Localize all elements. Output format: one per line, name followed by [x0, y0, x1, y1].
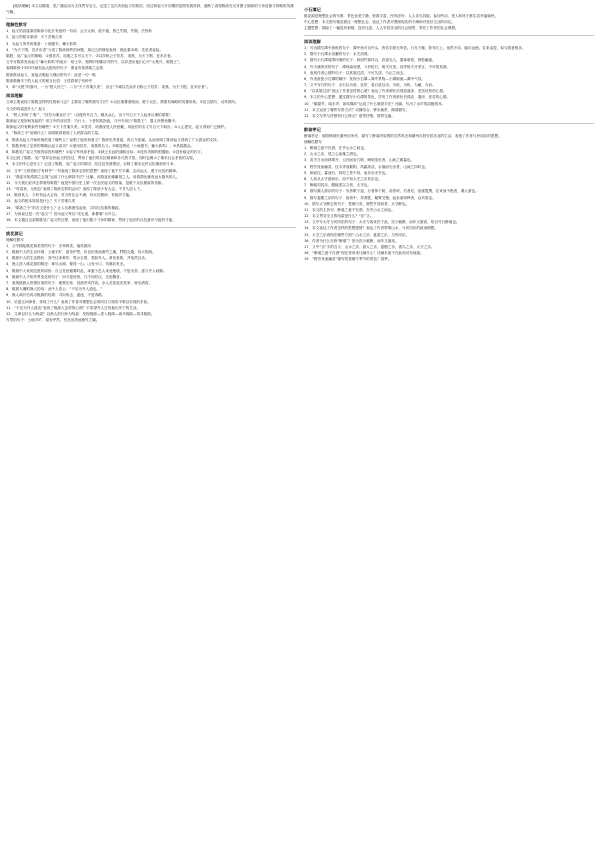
- list-item: 理解性默写: [6, 237, 24, 242]
- section-heading: 小石潭记: [304, 7, 321, 12]
- list-item: 文章主要表现了陈胜怎样的性格和斗志？主要用了哪些描写方法？①反抗秦暴虐统治，敢于反抗，勇敢有谋略的英雄形象。②语言描写、动作描写。: [6, 100, 239, 105]
- list-item: 写景的句子：土地平旷，屋舍俨然，有良田美池桑竹之属。: [6, 318, 100, 323]
- list-item: 8．“以其境过清”表达了作者怎样的心境？表达了作者被贬后孤寂凄凉、悲苦忧伤的心情。: [304, 89, 447, 94]
- list-item: 3．为起义所作的准备：卜鱼腹书、篝火狐鸣: [6, 41, 77, 46]
- list-item: 5．表现作者心情的句子：以其境过清，不可久居，乃记之而去。: [304, 70, 407, 75]
- list-item: 陈涉鼓动起义，直接点明起义理由的句子：此是一句一纵: [6, 72, 96, 77]
- list-item: 17．为何说这是一次“起义”？因为起义军以“伐无道，诛暴秦”为号召。: [6, 211, 119, 216]
- list-item: 14．本文表达了作者怎样的思想感情？表达了作者寄情山水，与民同乐的政治理想。: [304, 226, 438, 231]
- list-item: 7．陈胜采取了怎样的策略让起义成功？①借用扶苏、项燕的名义；②制造舆论（卜鱼腹书、篝火狐鸣）；③杀尉激众。: [6, 143, 195, 148]
- divider: [6, 18, 296, 19]
- list-item: 陈涉鼓舞手下的人起义的豪言壮语：王侯将相宁有种乎: [6, 78, 93, 83]
- list-item: 3．描写小石潭周围环境的句子：四面竹树环合，寂寥无人，凄神寒骨，悄怆幽邃。: [304, 58, 436, 63]
- section-heading: 阅读理解: [6, 93, 23, 99]
- section-small-stone-pond: [304, 7, 594, 32]
- list-item: 12．文章以什么为线索？以渔人的行踪为线索：发现桃源—进入桃源—离开桃源—再寻桃源。: [6, 311, 155, 316]
- list-item: 陈胜、吴广起义的策略：①借扶苏、项燕之名号召天下；②以诈称公子扶苏、项燕，为天下唱，宜多应者。: [6, 53, 175, 58]
- list-item: 18．本文通过记叙陈胜吴广起义的过程，表现了他们敢于斗争的精神，赞扬了他们的反抗意识与组织才能。: [6, 218, 176, 223]
- list-item: 1．起义的直接原因陈涉与伍长有意的一句话：会天大雨，道不通，度已失期，失期，法皆斩: [6, 29, 153, 34]
- divider: [6, 227, 296, 228]
- list-item: 15．起义的根本原因是什么？天下苦秦久矣: [6, 199, 76, 204]
- list-item: 8．描写滁人游乐的句子：负者歌于途，行者休于树，前者呼，后者应，伛偻提携，往来而不绝者，滁人游也。: [304, 189, 479, 194]
- list-item: 9．本文的中心思想：通过描写小石潭的景色，抒发了作者被贬后孤寂、凄凉、悲苦的心情。: [304, 95, 451, 100]
- list-item: 6．作者游览小石潭的顺序：发现小石潭—潭中景物—小潭源流—潭中气氛。: [304, 76, 425, 81]
- list-item: 醉翁亭记：欧阳修被贬滁州后所作，描写了醉翁亭周围的自然风光和滁州百姓安居乐业的生活，表现了作者与民同乐的思想。: [304, 133, 502, 138]
- list-item: 4．渔人进入桃花源的路径：林尽水源，便得一山，山有小口，仿佛若有光。: [6, 262, 127, 267]
- section-heading: 醉翁亭记: [304, 126, 321, 132]
- list-item: 本文记叙了陈胜、吴广领导农民起义的经过，赞扬了他们的反抗精神和非凡的才智，同时也揭示了秦末社会矛盾的尖锐。: [6, 156, 197, 161]
- list-item: 5．“陈涉之令”说明什么？说明陈涉看到了人民群众的力量。: [6, 131, 102, 136]
- list-item: 16．“陈涉之令”的含义是什么？让人们都团结起来，共同反抗秦的暴政。: [6, 205, 123, 210]
- list-item: 12．今天我们应该怎样看待陈胜？他是中国历史上第一次农民起义的领袖，是敢于反抗暴政的英雄。: [6, 180, 166, 185]
- section-heading: 理解性默写: [6, 22, 27, 28]
- list-item: 中心思想：本文借写桃花源这一理想社会，表达了作者对黑暗现实的不满和对美好生活的向往。: [304, 20, 455, 25]
- list-item: 11．“不足为外人道也”表现了桃源人怎样的心理？不希望外人打扰他们安宁的生活。: [6, 305, 141, 310]
- list-item: 4．写小溪形状的句子：潭西南而望，斗折蛇行，明灭可见。其岸势犬牙差互，不可知其源。: [304, 64, 451, 69]
- list-item: 5．举“大楚”的旗号，一为“楚人怜之”；二为“天下苦秦久矣”，宣言“今诚以吾众诈自称公子扶苏、项燕，为天下倡，宜多应者”。: [6, 84, 211, 89]
- list-item: 1．醉翁之意不在酒，在乎山水之间也。: [304, 146, 368, 150]
- list-item: 15．太守之乐表现在哪些方面？山水之乐、宴游之乐、与民同乐。: [304, 232, 410, 237]
- list-item: 6．陈涉从起义开始时就依靠了哪些人？说明了他有何意义？陈涉先杀将尉，再召令徒属。从而说明了陈涉起义得到了广大群众的支持。: [6, 137, 221, 142]
- section-heading: 桃花源记: [6, 230, 23, 236]
- list-item: 10．文中“王侯将相宁有种乎”一句表现了陈涉怎样的思想？表现了他不甘平庸、志向远大、敢于反抗的精神。: [6, 168, 180, 173]
- list-item: 3．若夫日出而林霏开，云归而岩穴暝，晦明变化者，山间之朝暮也。: [304, 158, 415, 163]
- list-item: 7．文中写石的句子：全石以为底，近岸，卷石底以出，为坻，为屿，为嵁，为岩。: [304, 83, 436, 88]
- list-item: 8．桃源人嘱咐渔人的话：此中人语云：“不足为外人道也。”: [6, 287, 102, 292]
- list-item: 14．陈涉其人：少时有远大志向，对当时社会不满，有反抗精神，有组织才能。: [6, 193, 133, 198]
- list-item: 表明陈涉少年时代就有远大抱负的句子：燕雀安知鸿鹄之志哉: [6, 66, 104, 71]
- list-item: 16．作者为什么自称“醉翁”？因为饮少辄醉，而年又最高。: [304, 238, 399, 243]
- list-item: 3．“楚人多阿‘亡秦’”，“扶苏为秦皇长子”（以便有号召力，顺从众心，出于号召天下人起来反秦的需要）: [6, 112, 173, 117]
- list-item: 主题思想：描绘了一幅没有剥削、没有压迫、人人安居乐业的社会图景，寄托了作者的社会理想。: [304, 26, 459, 31]
- list-item: 4．“为天下唱，宜多应者”与成了陈涉那些的问题，周边乏的理论表现：借此秦本称，先说者雀起。: [6, 47, 163, 52]
- list-item: 2．山水之乐，得之心而寓之酒也。: [304, 152, 361, 157]
- left-column: [6, 4, 296, 846]
- section-heading: 阅读理解: [304, 38, 321, 44]
- list-item: 5．朝而往，暮而归，四时之景不同，而乐亦无穷也。: [304, 170, 389, 175]
- list-item: 5．桃源中人来到这里的原因：自云先世避秦时乱，率妻子邑人来此绝境，不复出焉，遂与外人间隔。: [6, 268, 167, 273]
- list-item: 8．陈胜吴广起义失败的原因有哪些？①起义军内部矛盾；②缺乏长远的战略目标；③没有巩固的根据地；④没有稳定的后方。: [6, 149, 205, 154]
- divider: [304, 35, 594, 36]
- list-item: 9．本文的中心是什么？记述了陈胜、吴广起义的原因、经过及发展情况，反映了秦末农民反抗暴政的斗争。: [6, 162, 178, 167]
- list-item: 13．文中写太守与民同乐的句子：太守与客来饮于此，饮少辄醉，而年又最高，故自号曰醉翁也。: [304, 220, 460, 225]
- list-item: 4．野芳发而幽香，佳木秀而繁阴，风霜高洁，水落而石出者，山间之四时也。: [304, 164, 429, 169]
- list-item: 陈涉起义的有利条件有哪些？①天下苦秦久矣；②扶苏、项燕深受人民爱戴，用他们的名义号召天下响应；③人心思变，起义得到广泛拥护。: [6, 125, 228, 130]
- intro-paragraph: [阅读理解] 本文以随笔、见广播活动为主线贯穿全文，记述了这次庆祝起义的原因、经过和起义开初期的范围发展所辞，道断了表现陈涉在反对暴王朝前的斗争及雄才伟略的英雄气概。: [6, 4, 294, 14]
- list-item: 2．起义的根本原因：天下苦秦久矣: [6, 35, 63, 40]
- list-item: 7．表现桃源人热情好客的句子：便要还家，设酒杀鸡作食。余人各复延至其家，皆出酒食。: [6, 280, 153, 285]
- list-item: 3．桃源中人的生活情状：其中往来种作，男女衣着，悉如外人。黄发垂髫，并怡然自乐。: [6, 256, 149, 261]
- list-item: 陈涉起义是如何发起的？用文中的话回答：乃行卜，卜者知其指意，乃丹书帛曰“陈胜王”，置人所罾鱼腹中。: [6, 119, 179, 124]
- section-reading-right: [304, 39, 594, 120]
- list-item: 17．文中“乐”字的含义：山水之乐、游人之乐、宴酣之乐、禽鸟之乐、太守之乐。: [304, 245, 435, 249]
- list-item: 9．描写宴酣之乐的句子：射者中，弈者胜，觥筹交错，起坐而喧哗者，众宾欢也。: [304, 195, 436, 200]
- list-item: 桃花源是理想社会的写照：景色优美宁静，资源丰富，民风淳朴，人人各尽其能，参加劳动，老人和孩子都生活幸福愉快。: [304, 14, 499, 18]
- list-item: 6．人知从太守游而乐，而不知太守之乐其乐也。: [304, 176, 382, 181]
- list-item: 7．醉能同其乐，醒能述以文者，太守也。: [304, 183, 371, 188]
- list-item: 11．“燕雀安知鸿鹄之志哉”运用了什么修辞手法？比喻。用燕雀比喻庸俗之人，用鸿鹄比喻有远大抱负的人。: [6, 174, 180, 179]
- section-chen-she: [6, 22, 296, 90]
- list-item: 11．本文运用了哪些写景方法？动静结合、移步换景、侧面描写。: [304, 107, 410, 112]
- list-item: 文中写陈涉发动起义“篝火狐鸣”的诡计：给士卒、指挥时刻都应对的令，以诈进出他们心中“大楚兴，陈胜王”。: [6, 60, 183, 65]
- list-item: 2．桃源中人的生活环境：土地平旷，屋舍俨然，有良田美池桑竹之属，阡陌交通，鸡犬相闻。: [6, 250, 156, 254]
- section-reading: [6, 93, 296, 223]
- list-item: 19．“野芳发而幽香”描写的是哪个季节的景色？春季。: [304, 257, 392, 262]
- right-column: [304, 4, 594, 846]
- list-item: 18．“醉翁之意不在酒”现在常用来比喻什么？比喻本意不在此而另有他意。: [304, 251, 424, 256]
- list-item: 理解性默写: [304, 139, 322, 144]
- divider: [304, 123, 594, 124]
- list-item: 今文的线索是什么？起义: [6, 106, 46, 111]
- list-item: 9．渔人离开后再寻桃源的结果：寻向所志，遂迷，不复得路。: [6, 293, 106, 298]
- list-item: 10．描写太守醉态的句子：苍颜白发，颓然乎其间者，太守醉也。: [304, 201, 410, 206]
- list-item: 10．后遂无问津者，体现了什么？表现了作者对理想社会的向往与现实中难以实现的矛盾。: [6, 299, 151, 304]
- section-drunkard-pavilion: [304, 127, 594, 263]
- section-peach-blossom: [6, 231, 296, 324]
- list-item: 13．“苟富贵，无相忘”表现了陈涉怎样的志向？表现了陈涉少有大志，不甘久居人下。: [6, 187, 144, 192]
- list-item: 12．本文贯穿全文的线索是什么？“乐”字。: [304, 214, 374, 219]
- list-item: 6．桃源中人不知外界变化的句子：问今是何世，乃不知有汉，无论魏晋。: [6, 274, 124, 279]
- list-item: 10．“隔篁竹，闻水声，如鸣佩环”运用了什么修辞手法？比喻，写出了水声的清脆悦耳。: [304, 101, 446, 106]
- list-item: 1．文中描绘桃花林美景的句子：芳草鲜美，落英缤纷: [6, 243, 91, 248]
- list-item: 2．描写小石潭水清澈的句子：水尤清冽。: [304, 52, 371, 57]
- list-item: 11．本文的主旨句：醉翁之意不在酒，在乎山水之间也。: [304, 207, 395, 212]
- list-item: 1．写出描写潭中游鱼的句子：潭中鱼可百许头，皆若空游无所依。日光下澈，影布石上。佁然不动，俶尔远逝，往来翕忽，似与游者相乐。: [304, 45, 526, 50]
- list-item: 12．本文写景与抒情有什么特点？借景抒情，情景交融。: [304, 114, 395, 119]
